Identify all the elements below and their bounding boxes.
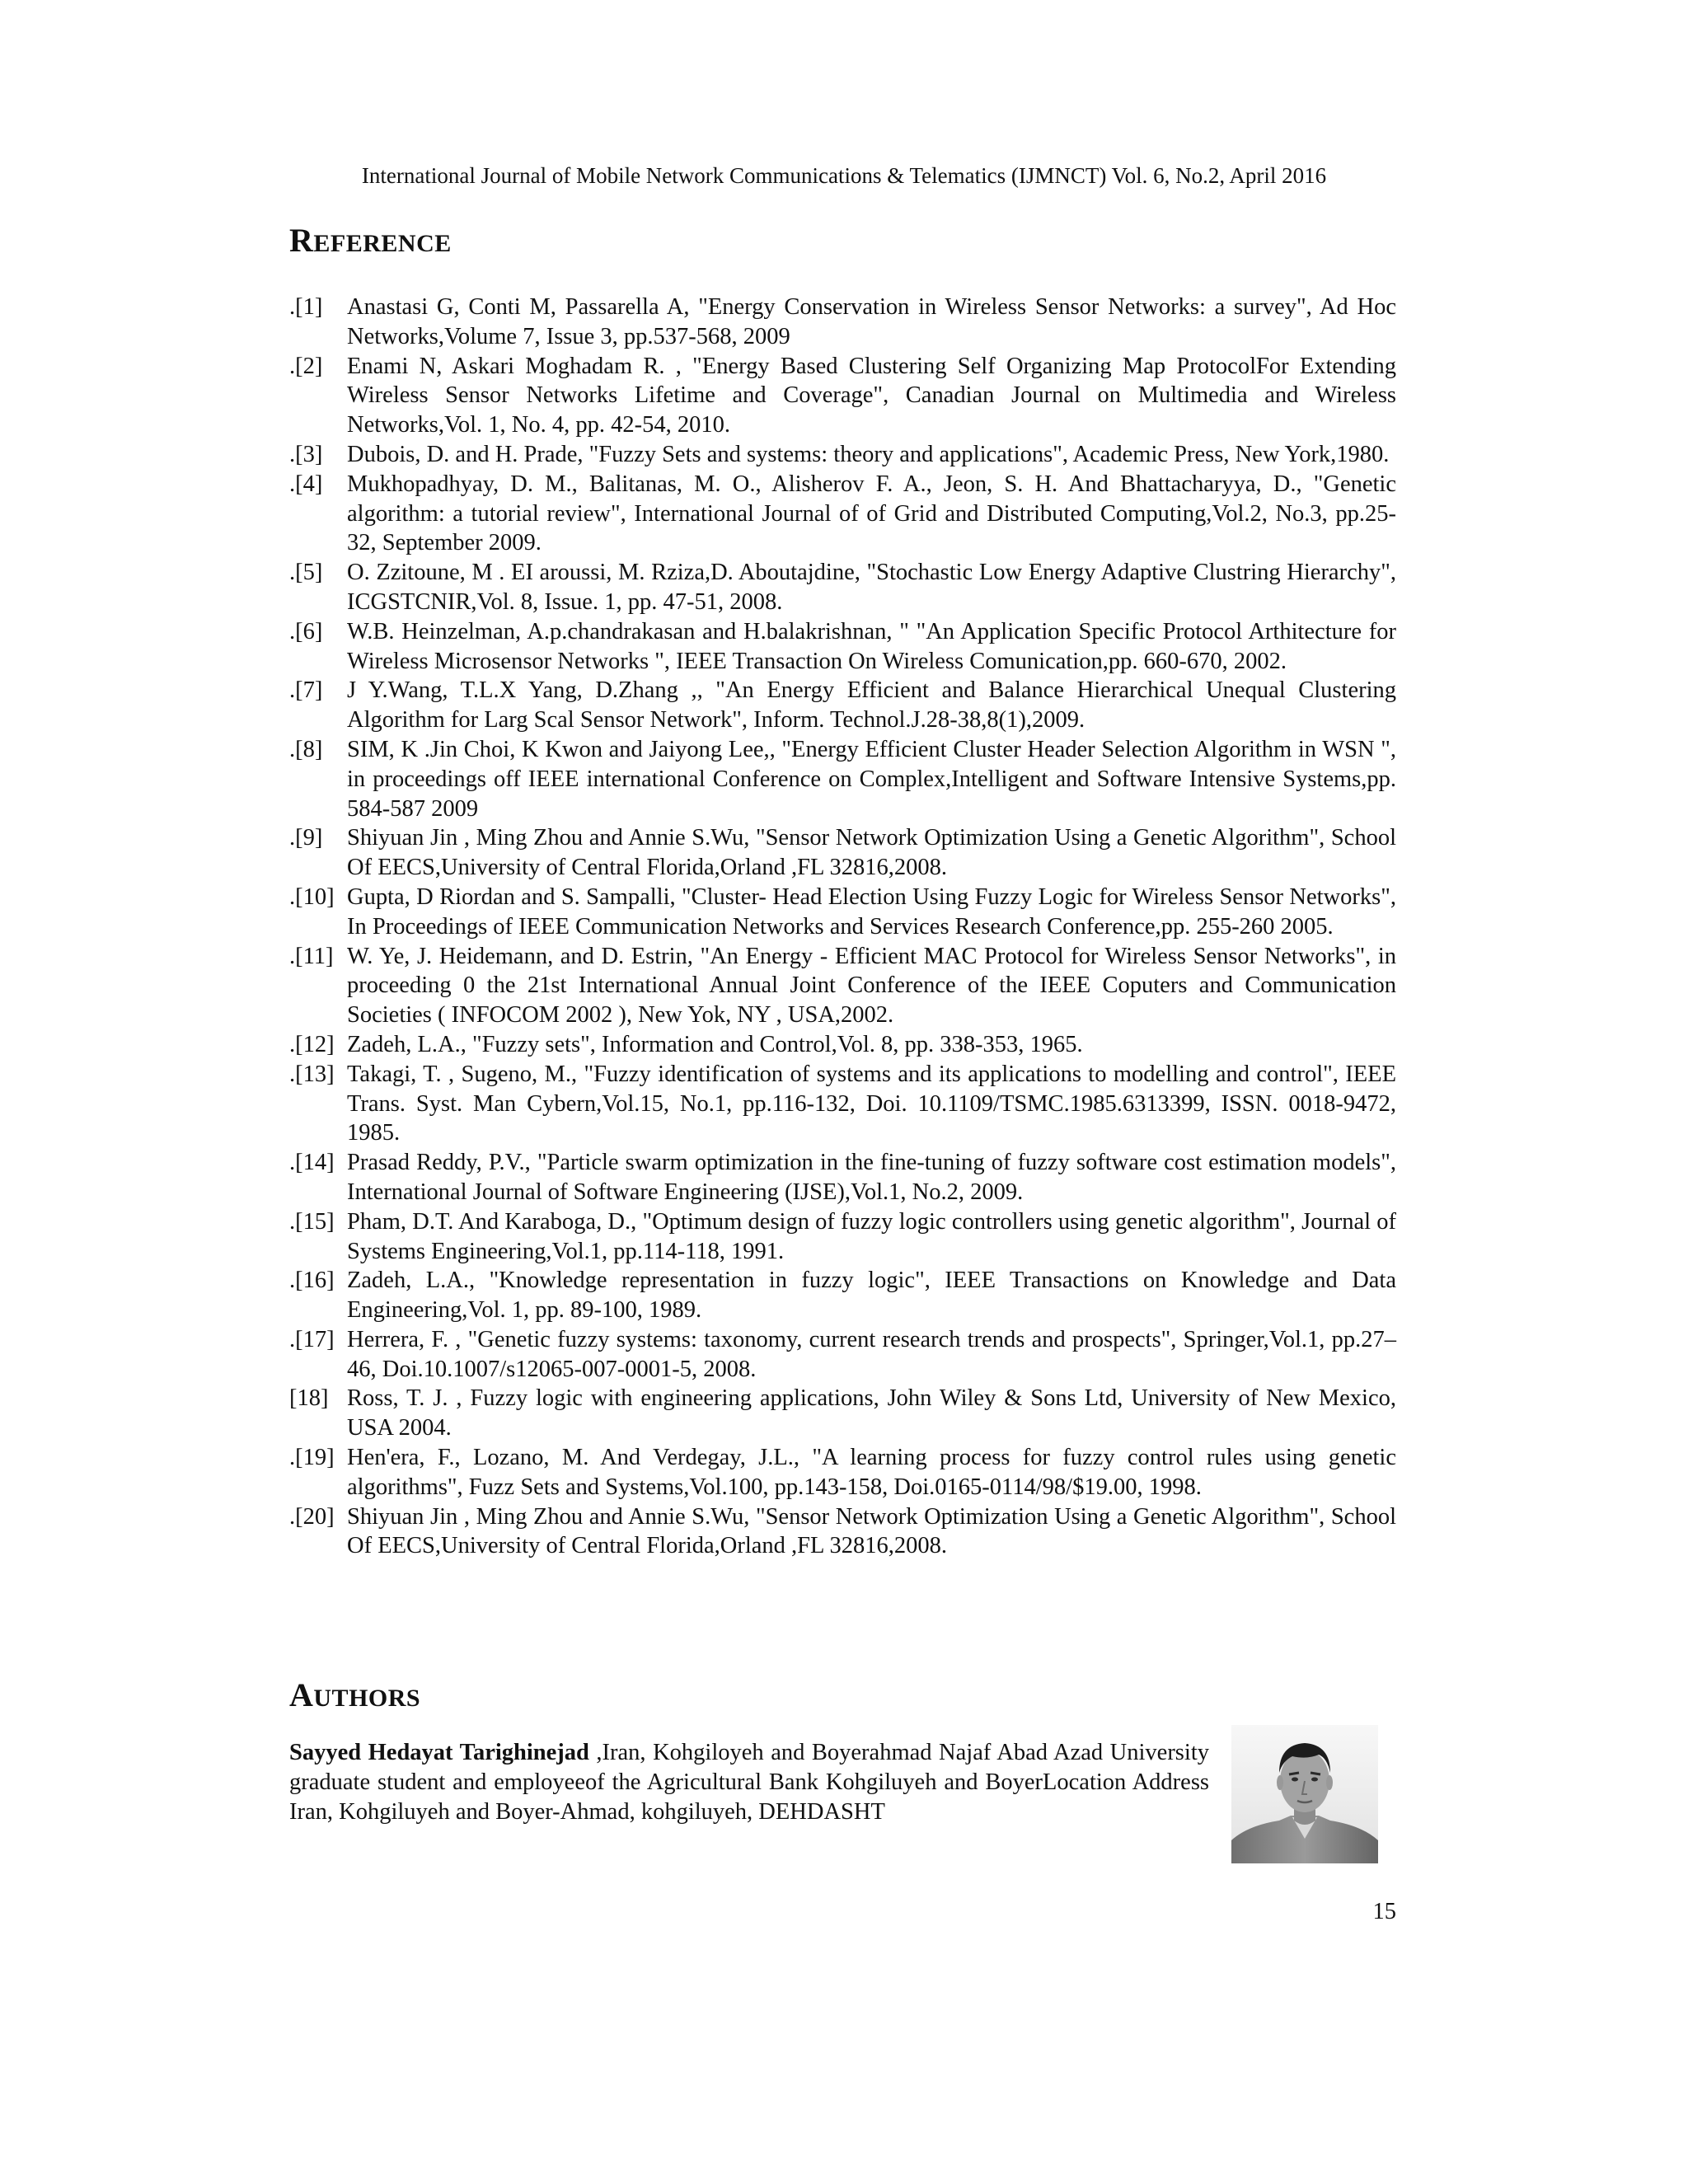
reference-number: .[15]	[289, 1208, 335, 1235]
page-number: 15	[1372, 1899, 1396, 1924]
reference-text: Zadeh, L.A., "Fuzzy sets", Information and Control,Vol. 8, pp. 338-353, 1965.	[347, 1031, 1083, 1057]
authors-heading-initial: A	[289, 1676, 314, 1713]
reference-text: SIM, K .Jin Choi, K Kwon and Jaiyong Lee,, "Energy Efficient Cluster Header Selection Algorithm in WSN ", in proceedings off IEEE international Conference on Complex,Intelligent and Software Intensive Systems,pp. 584-587 2009	[347, 736, 1396, 822]
author-bio	[289, 1738, 1209, 1826]
reference-item	[289, 1443, 1396, 1502]
reference-number: .[11]	[289, 943, 334, 969]
authors-heading	[289, 1676, 421, 1715]
authors-heading-rest: UTHORS	[313, 1685, 421, 1712]
reference-text: Dubois, D. and H. Prade, "Fuzzy Sets and systems: theory and applications", Academic Press, New York,1980.	[347, 441, 1390, 467]
reference-text: Mukhopadhyay, D. M., Balitanas, M. O., Alisherov F. A., Jeon, S. H. And Bhattacharyya, D., "Genetic algorithm: a tutorial review", International Journal of of Grid and Distributed Computing,Vol.2, No.3, pp.25-32, September 2009.	[347, 471, 1396, 556]
reference-number: .[13]	[289, 1061, 335, 1087]
reference-heading	[289, 224, 452, 260]
reference-item	[289, 1384, 1396, 1443]
reference-text: Gupta, D Riordan and S. Sampalli, "Cluster- Head Election Using Fuzzy Logic for Wireless Sensor Networks", In Proceedings of IEEE Communication Networks and Services Research Conference,pp. 255-260 2005.	[347, 883, 1396, 940]
reference-number: .[10]	[289, 883, 335, 910]
reference-number: .[4]	[289, 471, 323, 497]
reference-number: .[5]	[289, 560, 323, 586]
reference-heading-initial: R	[289, 222, 314, 259]
reference-item	[289, 1148, 1396, 1207]
reference-text: Pham, D.T. And Karaboga, D., "Optimum design of fuzzy logic controllers using genetic algorithm", Journal of Systems Engineering,Vol.1, pp.114-118, 1991.	[347, 1208, 1396, 1264]
reference-item	[289, 883, 1396, 942]
reference-item	[289, 293, 1396, 352]
reference-item	[289, 1207, 1396, 1267]
reference-number: [18]	[289, 1385, 329, 1412]
reference-text: Zadeh, L.A., "Knowledge representation in fuzzy logic", IEEE Transactions on Knowledge and Data Engineering,Vol. 1, pp. 89-100, 1989.	[347, 1268, 1396, 1324]
reference-list	[289, 293, 1396, 1561]
reference-item	[289, 617, 1396, 677]
reference-number: .[20]	[289, 1503, 335, 1530]
reference-item	[289, 470, 1396, 558]
reference-number: .[17]	[289, 1326, 335, 1352]
reference-number: .[2]	[289, 353, 323, 379]
reference-item	[289, 1502, 1396, 1562]
reference-text: Herrera, F. , "Genetic fuzzy systems: taxonomy, current research trends and prospects", Springer,Vol.1, pp.27–46, Doi.10.1007/s12065-007-0001-5, 2008.	[347, 1326, 1396, 1382]
reference-item	[289, 1030, 1396, 1060]
reference-item	[289, 735, 1396, 823]
reference-item	[289, 1266, 1396, 1325]
reference-number: .[6]	[289, 618, 323, 644]
reference-text: Anastasi G, Conti M, Passarella A, "Energy Conservation in Wireless Sensor Networks: a survey", Ad Hoc Networks,Volume 7, Issue 3, pp.537-568, 2009	[347, 294, 1396, 349]
reference-number: .[9]	[289, 825, 323, 851]
running-header: International Journal of Mobile Network Communications & Telematics (IJMNCT) Vol. 6, No.2, April 2016	[361, 163, 1327, 188]
reference-text: Hen'era, F., Lozano, M. And Verdegay, J.L., "A learning process for fuzzy control rules using genetic algorithms", Fuzz Sets and Systems,Vol.100, pp.143-158, Doi.0165-0114/98/$19.00, 1998.	[347, 1445, 1396, 1500]
author-name: Sayyed Hedayat Tarighinejad	[289, 1740, 589, 1765]
reference-text: Enami N, Askari Moghadam R. , "Energy Based Clustering Self Organizing Map ProtocolFor Extending Wireless Sensor Networks Lifetime and Coverage", Canadian Journal on Multimedia and Wireless Networks,Vol. 1, No. 4, pp. 42-54, 2010.	[347, 353, 1396, 438]
reference-text: Shiyuan Jin , Ming Zhou and Annie S.Wu, "Sensor Network Optimization Using a Genetic Algorithm", School Of EECS,University of Central Florida,Orland ,FL 32816,2008.	[347, 825, 1396, 881]
reference-item	[289, 823, 1396, 883]
reference-text: O. Zzitoune, M . EI aroussi, M. Rziza,D. Aboutajdine, "Stochastic Low Energy Adaptive Clustring Hierarchy", ICGSTCNIR,Vol. 8, Issue. 1, pp. 47-51, 2008.	[347, 560, 1396, 615]
reference-item	[289, 440, 1396, 470]
reference-item	[289, 942, 1396, 1030]
reference-text: Takagi, T. , Sugeno, M., "Fuzzy identification of systems and its applications to modelling and control", IEEE Trans. Syst. Man Cybern,Vol.15, No.1, pp.116-132, Doi. 10.1109/TSMC.1985.6313399, ISSN. 0018-9472, 1985.	[347, 1061, 1396, 1146]
reference-text: J Y.Wang, T.L.X Yang, D.Zhang ,, "An Energy Efficient and Balance Hierarchical Unequal Clustering Algorithm for Larg Scal Sensor Network", Inform. Technol.J.28-38,8(1),2009.	[347, 677, 1396, 733]
reference-text: W.B. Heinzelman, A.p.chandrakasan and H.balakrishnan, " "An Application Specific Protocol Arthitecture for Wireless Microsensor Networks ", IEEE Transaction On Wireless Comunication,pp. 660-670, 2002.	[347, 618, 1396, 674]
reference-number: .[8]	[289, 736, 323, 762]
reference-number: .[1]	[289, 294, 323, 320]
reference-text: Ross, T. J. , Fuzzy logic with engineering applications, John Wiley & Sons Ltd, University of New Mexico, USA 2004.	[347, 1385, 1396, 1441]
author-bio-text: ,Iran, Kohgiloyeh and Boyerahmad Najaf Abad Azad University graduate student and employeeof the Agricultural Bank Kohgiluyeh and BoyerLocation Address Iran, Kohgiluyeh and Boyer-Ahmad, kohgiluyeh, DEHDASHT	[289, 1740, 1209, 1825]
author-photo	[1231, 1725, 1378, 1863]
reference-text: Shiyuan Jin , Ming Zhou and Annie S.Wu, "Sensor Network Optimization Using a Genetic Algorithm", School Of EECS,University of Central Florida,Orland ,FL 32816,2008.	[347, 1503, 1396, 1559]
reference-number: .[19]	[289, 1445, 335, 1471]
reference-text: W. Ye, J. Heidemann, and D. Estrin, "An Energy - Efficient MAC Protocol for Wireless Sensor Networks", in proceeding 0 the 21st International Annual Joint Conference of the IEEE Coputers and Communication Societies ( INFOCOM 2002 ), New Yok, NY , USA,2002.	[347, 943, 1396, 1029]
reference-number: .[3]	[289, 441, 323, 467]
reference-item	[289, 558, 1396, 617]
reference-heading-rest: EFERENCE	[313, 230, 452, 257]
reference-item	[289, 352, 1396, 440]
reference-item	[289, 1325, 1396, 1385]
reference-item	[289, 1060, 1396, 1148]
reference-text: Prasad Reddy, P.V., "Particle swarm optimization in the fine-tuning of fuzzy software cost estimation models", International Journal of Software Engineering (IJSE),Vol.1, No.2, 2009.	[347, 1150, 1396, 1205]
reference-number: .[14]	[289, 1150, 335, 1176]
reference-number: .[16]	[289, 1268, 335, 1294]
reference-item	[289, 676, 1396, 735]
reference-number: .[7]	[289, 677, 323, 704]
reference-number: .[12]	[289, 1031, 335, 1057]
